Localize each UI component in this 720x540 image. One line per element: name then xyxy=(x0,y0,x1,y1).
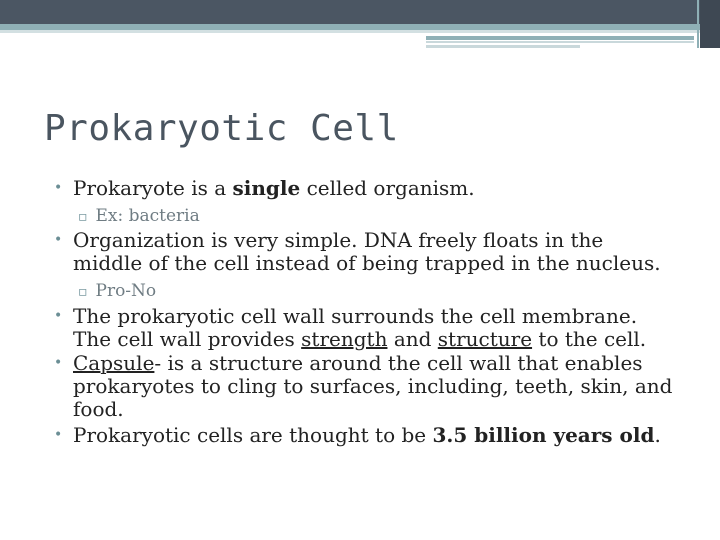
header-light-stripe xyxy=(0,30,700,33)
text-run: The prokaryotic cell wall surrounds the cell membrane. The cell wall provides xyxy=(73,304,638,351)
header-stub-stripe xyxy=(426,45,580,48)
bold-text: single xyxy=(232,176,301,200)
bold-text: 3.5 billion years old xyxy=(432,423,655,447)
header-stub-stripe xyxy=(426,36,694,40)
underlined-text: strength xyxy=(301,327,388,351)
sub-bullet-text: Ex: bacteria xyxy=(95,206,200,226)
header-stub-stripe xyxy=(426,41,694,43)
bullet-dot-icon: • xyxy=(54,355,63,371)
sub-bullet-item xyxy=(78,281,156,302)
bullet-item xyxy=(54,305,674,351)
bullet-item xyxy=(54,229,674,275)
bullet-dot-icon: • xyxy=(54,308,63,324)
bullet-text: Organization is very simple. DNA freely floats in the middle of the cell instead of being trapped in the nucleus. xyxy=(73,228,661,275)
text-run: - is a structure around the cell wall that enables prokaryotes to cling to surfaces, including, teeth, skin, and food. xyxy=(73,351,673,421)
underlined-text: Capsule xyxy=(73,351,155,375)
bullet-dot-icon: • xyxy=(54,180,63,196)
header-right-block xyxy=(700,0,720,48)
text-run: Prokaryote is a xyxy=(73,176,233,200)
slide-title: Prokaryotic Cell xyxy=(44,108,399,149)
text-run: Prokaryotic cells are thought to be xyxy=(73,423,433,447)
bullet-dot-icon: • xyxy=(54,232,63,248)
text-run: celled organism. xyxy=(300,176,475,200)
header-right-line xyxy=(697,0,699,48)
sub-bullet-square-icon: ▫ xyxy=(78,284,88,300)
bullet-text xyxy=(73,305,674,351)
bullet-item xyxy=(54,352,674,421)
bullet-text xyxy=(73,424,674,447)
sub-bullet-square-icon: ▫ xyxy=(78,209,88,225)
text-run: to the cell. xyxy=(532,327,647,351)
sub-bullet-text: Pro-No xyxy=(95,281,157,301)
sub-bullet-item xyxy=(78,206,200,227)
bullet-dot-icon: • xyxy=(54,427,63,443)
bullet-item xyxy=(54,424,674,447)
underlined-text: structure xyxy=(437,327,533,351)
text-run: and xyxy=(387,327,438,351)
header-banner xyxy=(0,0,720,24)
text-run: . xyxy=(654,423,661,447)
bullet-item xyxy=(54,177,674,200)
bullet-text xyxy=(73,352,674,421)
bullet-text xyxy=(73,177,674,200)
